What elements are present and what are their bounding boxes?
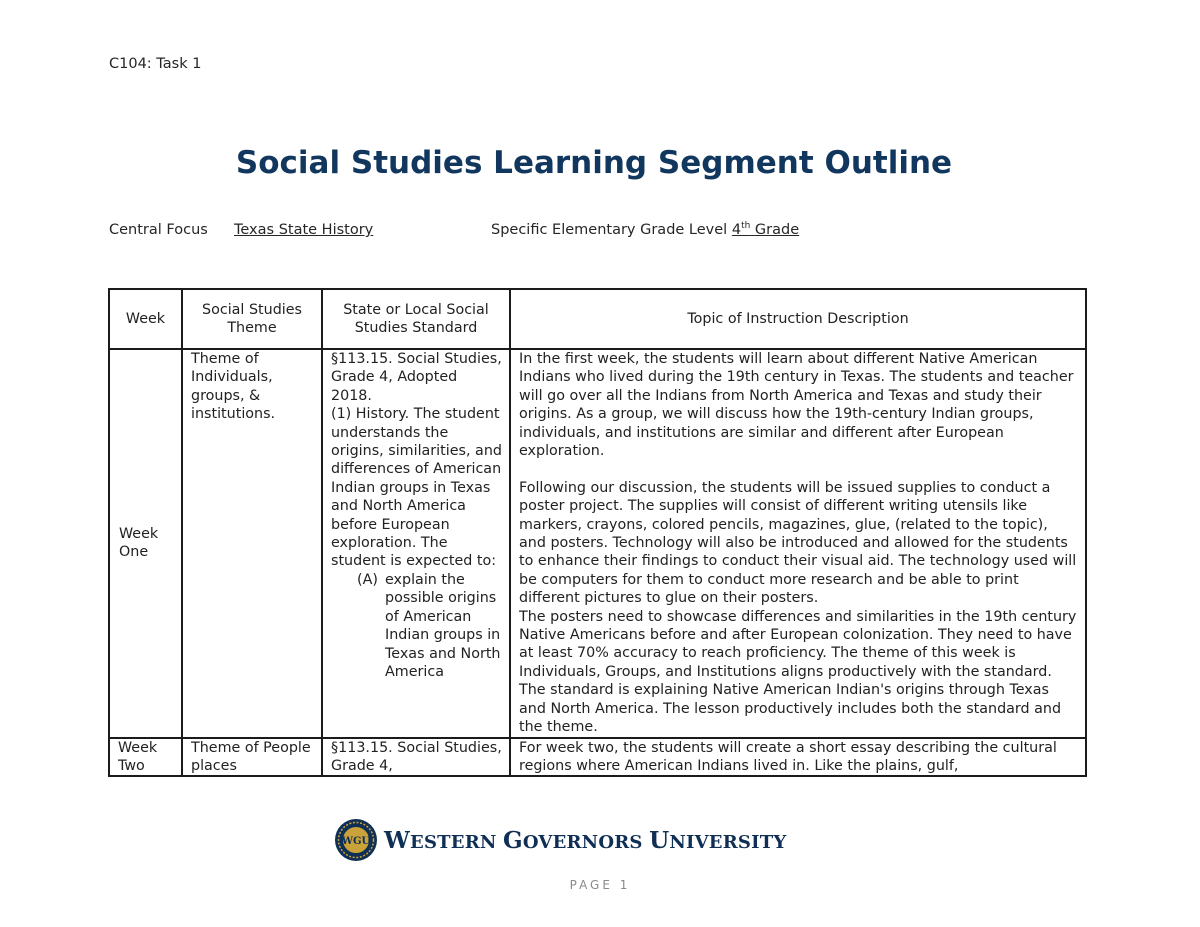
description-cell-text: For week two, the students will create a short essay describing the cultural regions where American Indians lived in. Like the plains, gulf, [519, 739, 1057, 774]
header-description: Topic of Instruction Description [510, 289, 1086, 349]
theme-cell: Theme of Individuals, groups, & institutions. [182, 349, 322, 738]
grade-number: 4 [731, 222, 742, 238]
theme-cell [182, 738, 322, 776]
course-label: C104: Task 1 [109, 56, 202, 72]
standard-cell [322, 349, 510, 738]
page-title: Social Studies Learning Segment Outline [235, 145, 953, 181]
week-cell: Week One [109, 349, 182, 738]
central-focus-label: Central Focus [109, 222, 208, 238]
header-standard: State or Local Social Studies Standard [322, 289, 510, 349]
table-header-row [109, 289, 1086, 349]
wgu-logo [334, 818, 786, 862]
week-cell-text: Week Two [118, 739, 158, 774]
standard-strand: (1) History. The student understands the origins, similarities, and differences of American Indian groups in Texas and North America before European exploration. The student is expected to: [331, 406, 502, 570]
table-row [109, 738, 1086, 776]
standard-cell-text: §113.15. Social Studies, Grade 4, [331, 739, 502, 774]
description-paragraph: The posters need to showcase differences and similarities in the 19th century Native Americans before and after European colonization. They need to have at least 70% accuracy to reach proficiency. The theme of this week is Individuals, Groups, and Institutions aligns productively with the standard. The standard is explaining Native American Indian's origins through Texas and North America. The lesson productively includes both the standard and the theme. [519, 608, 1077, 736]
wgu-seal-icon [334, 818, 378, 862]
grade-level-label: Specific Elementary Grade Level [491, 222, 728, 238]
standard-cell [322, 738, 510, 776]
description-paragraph: In the first week, the students will learn about different Native American Indians who lived during the 19th century in Texas. The students and teacher will go over all the Indians from North America and Texas and study their origins. As a group, we will discuss how the 19th-century Indian groups, individuals, and institutions are similar and different after European exploration. [519, 351, 1074, 460]
central-focus-value: Texas State History [234, 222, 374, 238]
list-marker: (A) [357, 571, 378, 588]
table-row [109, 349, 1086, 738]
week-cell [109, 738, 182, 776]
seal-initials: WGU [341, 836, 371, 847]
grade-suffix: th [741, 221, 751, 232]
theme-cell-text: Theme of People places [191, 739, 311, 774]
description-cell [510, 349, 1086, 738]
header-week: Week [109, 289, 182, 349]
learning-segment-table [108, 288, 1087, 777]
grade-word: Grade [754, 222, 800, 238]
list-text: explain the possible origins of American Indian groups in Texas and North America [385, 571, 501, 680]
description-cell [510, 738, 1086, 776]
grade-level [491, 222, 799, 238]
description-paragraph: Following our discussion, the students will be issued supplies to conduct a poster project. The supplies will consist of different writing utensils like markers, crayons, colored pencils, magazines, glue, (related to the topic), and posters. Technology will also be introduced and allowed for the students to enhance their findings to conduct their visual aid. The technology used will be computers for them to conduct more research and be able to print different pictures to glue on their posters. [519, 479, 1077, 607]
grade-level-value [732, 222, 799, 238]
wgu-wordmark: WESTERN GOVERNORS UNIVERSITY [384, 826, 787, 854]
header-theme: Social Studies Theme [182, 289, 322, 349]
page-number: PAGE 1 [569, 878, 631, 892]
standard-list-item [331, 571, 502, 681]
standard-intro: §113.15. Social Studies, Grade 4, Adopted 2018. [331, 351, 502, 404]
